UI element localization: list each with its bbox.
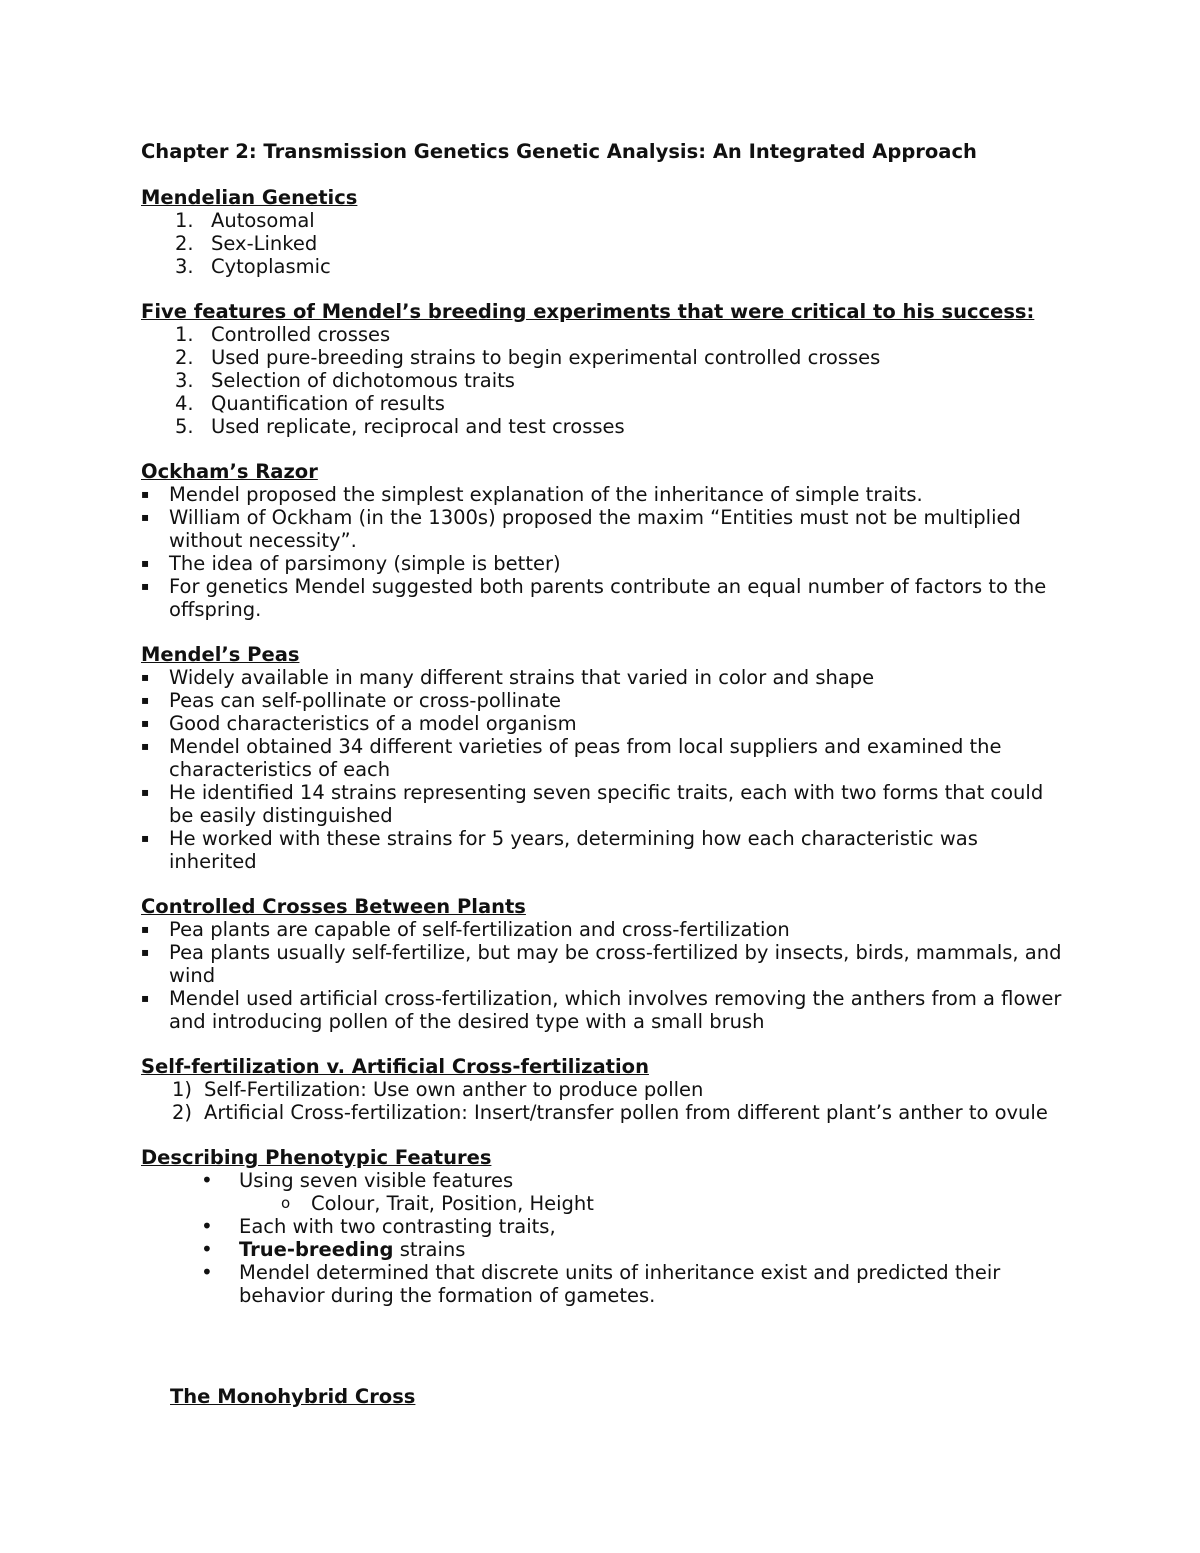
spacer xyxy=(141,1329,1071,1385)
bullet-list xyxy=(141,666,1071,873)
list-item: • Mendel determined that discrete units of inheritance exist and predicted their behavior during the formation of gametes. xyxy=(201,1260,1001,1307)
section-heading: Self-fertilization v. Artificial Cross-fertilization xyxy=(141,1055,649,1078)
section-ockhams-razor xyxy=(141,460,1071,621)
section-self-fertilization xyxy=(141,1055,1071,1124)
square-bullet-icon: ▪ xyxy=(141,487,150,501)
list-item: ▪ Peas can self-pollinate or cross-pollinate xyxy=(141,689,561,712)
section-mendels-peas xyxy=(141,643,1071,873)
list-number: 2. xyxy=(175,232,194,255)
dot-bullet-icon: • xyxy=(201,1168,213,1192)
list-item: ▪ He identified 14 strains representing seven specific traits, each with two forms that could be easily distinguished xyxy=(141,781,1044,827)
list-number: 4. xyxy=(175,392,194,415)
section-heading: Mendel’s Peas xyxy=(141,643,300,666)
list-item: 4. Quantification of results xyxy=(175,392,445,415)
list-number: 5. xyxy=(175,415,194,438)
dot-bullet-icon: • xyxy=(201,1214,213,1238)
dot-bullet-icon: • xyxy=(201,1237,213,1261)
numbered-list xyxy=(141,1078,1071,1124)
square-bullet-icon: ▪ xyxy=(141,693,150,707)
list-item: ▪ For genetics Mendel suggested both parents contribute an equal number of factors to the offspring. xyxy=(141,575,1047,621)
list-item: 1. Controlled crosses xyxy=(175,323,391,346)
list-item: ▪ Pea plants are capable of self-fertilization and cross-fertilization xyxy=(141,918,790,941)
square-bullet-icon: ▪ xyxy=(141,510,150,524)
list-number: 1. xyxy=(175,323,194,346)
list-item: ▪ Mendel proposed the simplest explanation of the inheritance of simple traits. xyxy=(141,483,923,506)
square-bullet-icon: ▪ xyxy=(141,556,150,570)
section-heading: Controlled Crosses Between Plants xyxy=(141,895,526,918)
list-item: ▪ Pea plants usually self-fertilize, but may be cross-fertilized by insects, birds, mammals, and wind xyxy=(141,941,1062,987)
document-title: Chapter 2: Transmission Genetics Genetic Analysis: An Integrated Approach xyxy=(141,140,977,163)
square-bullet-icon: ▪ xyxy=(141,991,150,1005)
list-item: 1) Self-Fertilization: Use own anther to produce pollen xyxy=(172,1078,704,1101)
bullet-list xyxy=(141,483,1071,621)
square-bullet-icon: ▪ xyxy=(141,785,150,799)
square-bullet-icon: ▪ xyxy=(141,670,150,684)
list-item: ▪ He worked with these strains for 5 years, determining how each characteristic was inherited xyxy=(141,827,978,873)
list-number: 2. xyxy=(175,346,194,369)
list-number: 2) xyxy=(172,1101,193,1124)
list-item: 3. Selection of dichotomous traits xyxy=(175,369,515,392)
list-item: • Each with two contrasting traits, xyxy=(201,1214,556,1238)
list-item: 2. Sex-Linked xyxy=(175,232,318,255)
list-item: ▪ Good characteristics of a model organism xyxy=(141,712,577,735)
square-bullet-icon: ▪ xyxy=(141,739,150,753)
list-number: 1. xyxy=(175,209,194,232)
bold-term: True-breeding xyxy=(239,1238,394,1261)
list-item: 2. Used pure-breeding strains to begin experimental controlled crosses xyxy=(175,346,881,369)
section-heading: Ockham’s Razor xyxy=(141,460,318,483)
square-bullet-icon: ▪ xyxy=(141,831,150,845)
numbered-list xyxy=(141,209,1071,278)
section-heading: Mendelian Genetics xyxy=(141,186,358,209)
section-phenotypic-features xyxy=(141,1146,1071,1307)
square-bullet-icon: ▪ xyxy=(141,922,150,936)
list-number: 1) xyxy=(172,1078,193,1101)
section-mendelian-genetics xyxy=(141,186,1071,278)
document-page xyxy=(141,140,1071,1408)
square-bullet-icon: ▪ xyxy=(141,579,150,593)
numbered-list xyxy=(141,323,1071,438)
dot-bullet-icon: • xyxy=(201,1260,213,1284)
section-controlled-crosses xyxy=(141,895,1071,1033)
list-number: 3. xyxy=(175,369,194,392)
section-five-features xyxy=(141,300,1071,438)
list-item: 2) Artificial Cross-fertilization: Insert/transfer pollen from different plant’s anther to ovule xyxy=(172,1101,1048,1124)
list-item: 3. Cytoplasmic xyxy=(175,255,331,278)
list-item: ▪ Mendel used artificial cross-fertilization, which involves removing the anthers from a flower and introducing pollen of the desired type with a small brush xyxy=(141,987,1062,1033)
list-item: 5. Used replicate, reciprocal and test crosses xyxy=(175,415,625,438)
list-item: 1. Autosomal xyxy=(175,209,315,232)
section-heading: Five features of Mendel’s breeding experiments that were critical to his success: xyxy=(141,300,1035,323)
circle-bullet-icon: o xyxy=(281,1194,291,1212)
list-number: 3. xyxy=(175,255,194,278)
list-item: ▪ The idea of parsimony (simple is better) xyxy=(141,552,561,575)
list-item: ▪ Widely available in many different strains that varied in color and shape xyxy=(141,666,875,689)
section-heading-monohybrid-cross: The Monohybrid Cross xyxy=(170,1385,416,1408)
list-item: • True-breeding strains xyxy=(201,1237,466,1261)
square-bullet-icon: ▪ xyxy=(141,716,150,730)
square-bullet-icon: ▪ xyxy=(141,945,150,959)
section-heading: Describing Phenotypic Features xyxy=(141,1146,492,1169)
list-item: ▪ Mendel obtained 34 different varieties of peas from local suppliers and examined the characteristics of each xyxy=(141,735,1002,781)
list-item: • Using seven visible features xyxy=(201,1168,514,1192)
bullet-list xyxy=(141,918,1071,1033)
bullet-list xyxy=(141,1169,1071,1307)
list-item: ▪ William of Ockham (in the 1300s) proposed the maxim “Entities must not be multiplied without necessity”. xyxy=(141,506,1021,552)
sub-list-item: o Colour, Trait, Position, Height xyxy=(281,1192,594,1215)
